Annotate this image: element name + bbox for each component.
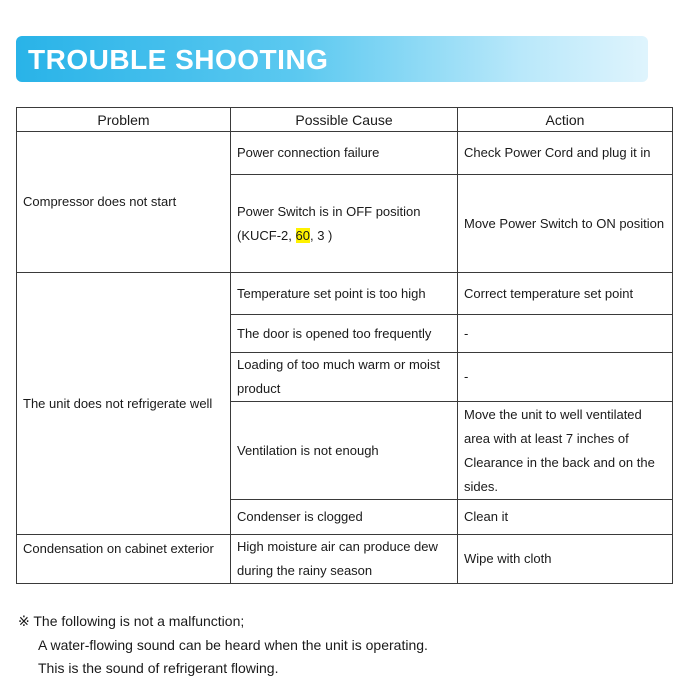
action-cell: Check Power Cord and plug it in [458,132,673,175]
footnote-line: A water-flowing sound can be heard when the unit is operating. [38,636,428,653]
table-row [17,535,673,584]
table-row [17,132,673,175]
cause-cell: The door is opened too frequently [231,315,458,353]
header-possible-cause: Possible Cause [231,108,458,132]
cause-text: Power Switch is in OFF position [237,203,421,219]
table-header-row [17,108,673,132]
action-cell: Correct temperature set point [458,273,673,315]
action-cell: Wipe with cloth [458,535,673,584]
cause-cell [231,175,458,273]
highlighted-model: 60 [295,227,310,243]
title-banner [16,36,648,82]
action-cell: Move Power Switch to ON position [458,175,673,273]
model-suffix: , 3 ) [309,227,333,243]
problem-cell: Condensation on cabinet exterior [17,535,231,584]
cause-cell: High moisture air can produce dew during the rainy season [231,535,458,584]
cause-cell: Ventilation is not enough [231,402,458,500]
problem-cell: Compressor does not start [17,132,231,273]
cause-cell: Temperature set point is too high [231,273,458,315]
footnote [18,610,428,681]
footnote-lead: ※ The following is not a malfunction; [18,613,245,629]
footnote-line: This is the sound of refrigerant flowing. [38,660,279,676]
action-cell: - [458,315,673,353]
cause-cell: Condenser is clogged [231,500,458,535]
table-row [17,273,673,315]
header-action: Action [458,108,673,132]
cause-cell: Power connection failure [231,132,458,175]
action-cell: Move the unit to well ventilated area with at least 7 inches of Clearance in the back and on the sides. [458,402,673,500]
problem-cell: The unit does not refrigerate well [17,273,231,535]
model-prefix: (KUCF-2, [237,227,296,243]
cause-cell: Loading of too much warm or moist product [231,353,458,402]
header-problem: Problem [17,108,231,132]
page-title: TROUBLE SHOOTING [28,44,329,75]
action-cell: Clean it [458,500,673,535]
troubleshooting-table [16,107,673,584]
action-cell: - [458,353,673,402]
